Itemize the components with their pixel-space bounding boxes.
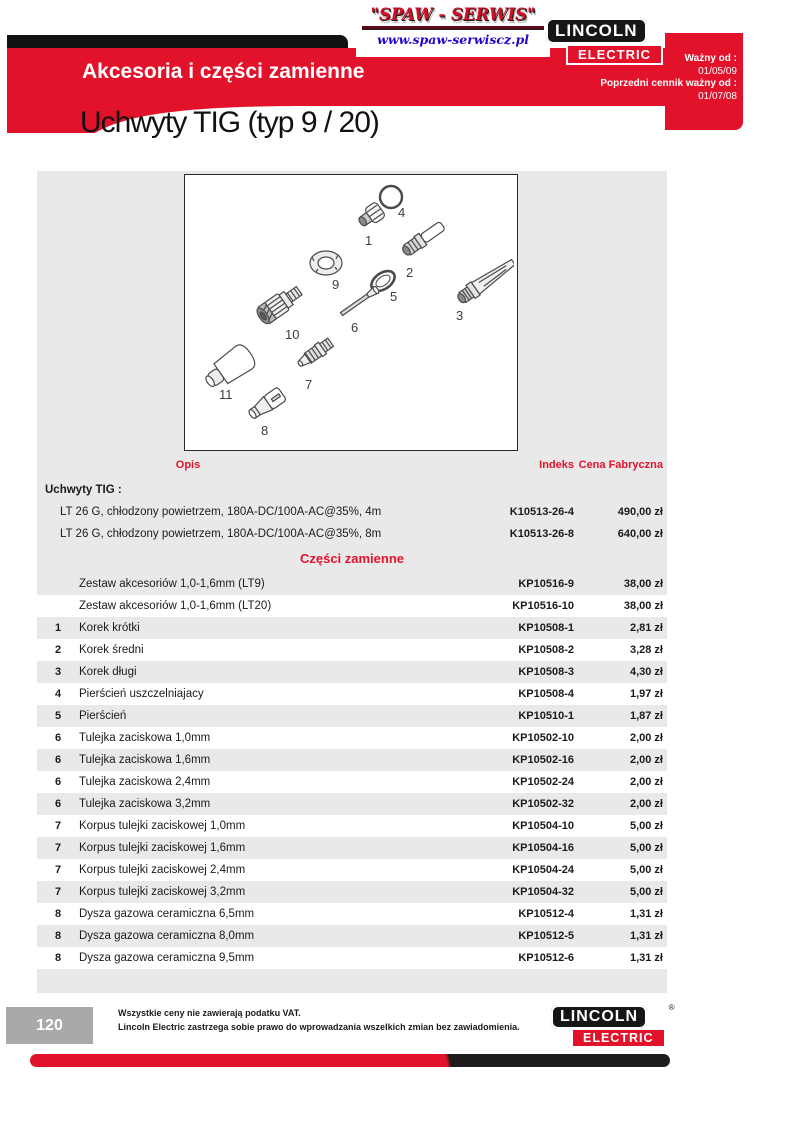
part-price: 1,31 zł	[629, 908, 663, 920]
registered-trademark-icon-footer: ®	[668, 1003, 675, 1012]
diagram-label-2: 2	[406, 265, 414, 280]
part-description: Korpus tulejki zaciskowej 3,2mm	[79, 886, 246, 898]
part-index: KP10508-2	[518, 644, 574, 656]
part-number: 5	[54, 710, 62, 722]
torch-index: K10513-26-4	[509, 506, 574, 518]
table-row	[37, 947, 667, 969]
previous-price-list-label: Poprzedni cennik ważny od :	[600, 78, 737, 89]
part-description: Korek krótki	[79, 622, 140, 634]
part-price: 2,00 zł	[629, 732, 663, 744]
diagram-label-8: 8	[261, 423, 269, 438]
part-price: 1,87 zł	[629, 710, 663, 722]
part-8-gas-nozzle	[246, 387, 287, 422]
part-index: KP10504-32	[512, 886, 574, 898]
part-description: Dysza gazowa ceramiczna 6,5mm	[79, 908, 255, 920]
content-panel	[37, 171, 667, 993]
part-price: 5,00 zł	[629, 886, 663, 898]
part-price: 1,97 zł	[629, 688, 663, 700]
part-index: KP10504-16	[512, 842, 574, 854]
table-header	[37, 459, 667, 479]
part-description: Korpus tulejki zaciskowej 1,0mm	[79, 820, 246, 832]
table-row	[37, 595, 667, 617]
spaw-serwis-url[interactable]: www.spaw-serwiscz.pl	[377, 32, 529, 47]
diagram-label-4: 4	[398, 205, 406, 220]
part-description: Pierścień	[79, 710, 127, 722]
tig-torch-diagram	[185, 175, 514, 447]
lincoln-wordmark: LINCOLN	[546, 18, 647, 44]
footer-notes	[118, 1006, 520, 1034]
torch-rows	[37, 501, 667, 545]
part-number: 7	[54, 842, 62, 854]
part-description: Korpus tulejki zaciskowej 1,6mm	[79, 842, 246, 854]
table-row	[37, 705, 667, 727]
torch-index: K10513-26-8	[509, 528, 574, 540]
part-3-long-cap	[455, 255, 514, 306]
spaw-serwis-logo	[356, 2, 550, 57]
lincoln-wordmark-footer: LINCOLN	[551, 1005, 647, 1029]
part-number: 7	[54, 864, 62, 876]
part-description: Korpus tulejki zaciskowej 2,4mm	[79, 864, 246, 876]
part-number: 2	[54, 644, 62, 656]
part-index: KP10512-4	[518, 908, 574, 920]
part-price: 5,00 zł	[629, 864, 663, 876]
valid-from-label: Ważny od :	[684, 53, 737, 64]
part-number: 8	[54, 930, 62, 942]
table-row	[37, 837, 667, 859]
part-index: KP10512-5	[518, 930, 574, 942]
diagram-label-3: 3	[456, 308, 464, 323]
diagram-label-10: 10	[285, 327, 300, 342]
part-number: 6	[54, 732, 62, 744]
part-description: Tulejka zaciskowa 1,0mm	[79, 732, 211, 744]
part-price: 38,00 zł	[623, 600, 663, 612]
part-description: Korek średni	[79, 644, 144, 656]
table-row	[37, 573, 667, 595]
diagram-label-9: 9	[332, 277, 340, 292]
spaw-serwis-wordmark: "SPAW - SERWIS"	[370, 5, 536, 24]
part-description: Korek długi	[79, 666, 137, 678]
part-number: 7	[54, 886, 62, 898]
part-index: KP10502-32	[512, 798, 574, 810]
electric-wordmark: ELECTRIC	[566, 44, 663, 65]
part-price: 2,00 zł	[629, 776, 663, 788]
part-index: KP10508-4	[518, 688, 574, 700]
previous-price-list-date: 01/07/08	[698, 90, 737, 102]
table-row	[37, 639, 667, 661]
exploded-diagram	[184, 174, 518, 451]
part-description: Dysza gazowa ceramiczna 8,0mm	[79, 930, 255, 942]
footer-accent-bar	[30, 1054, 670, 1067]
footer-note-disclaimer: Lincoln Electric zastrzega sobie prawo do wprowadzania wszelkich zmian bez zawiadomienia.	[118, 1022, 520, 1032]
part-6-collet-pin	[339, 286, 380, 318]
lincoln-electric-logo-footer	[551, 1003, 675, 1048]
part-price: 2,81 zł	[629, 622, 663, 634]
electric-wordmark-footer: ELECTRIC	[571, 1028, 666, 1048]
part-1-short-cap	[355, 201, 386, 230]
part-number: 7	[54, 820, 62, 832]
part-description: Zestaw akcesoriów 1,0-1,6mm (LT20)	[79, 600, 272, 612]
part-description: Pierścień uszczelniajacy	[79, 688, 204, 700]
diagram-label-7: 7	[305, 377, 313, 392]
part-description: Dysza gazowa ceramiczna 9,5mm	[79, 952, 255, 964]
part-price: 1,31 zł	[629, 930, 663, 942]
part-description: Tulejka zaciskowa 3,2mm	[79, 798, 211, 810]
table-row	[37, 661, 667, 683]
part-number: 6	[54, 754, 62, 766]
part-index: KP10504-10	[512, 820, 574, 832]
valid-from-date: 01/05/09	[698, 65, 737, 77]
torch-description: LT 26 G, chłodzony powietrzem, 180A-DC/100A-AC@35%, 8m	[60, 528, 382, 540]
part-description: Tulejka zaciskowa 1,6mm	[79, 754, 211, 766]
footer-note-vat: Wszystkie ceny nie zawierają podatku VAT.	[118, 1008, 301, 1018]
part-price: 2,00 zł	[629, 798, 663, 810]
torch-price: 640,00 zł	[617, 528, 663, 540]
part-description: Zestaw akcesoriów 1,0-1,6mm (LT9)	[79, 578, 265, 590]
part-price: 4,30 zł	[629, 666, 663, 678]
part-number: 1	[54, 622, 62, 634]
part-2-medium-cap	[400, 220, 447, 258]
parts-rows	[37, 573, 667, 969]
table-row	[37, 881, 667, 903]
part-price: 5,00 zł	[629, 820, 663, 832]
table-row	[37, 683, 667, 705]
table-row	[37, 727, 667, 749]
table-row	[37, 617, 667, 639]
diagram-label-11: 11	[219, 387, 233, 402]
table-row	[37, 815, 667, 837]
table-row	[37, 859, 667, 881]
part-index: KP10504-24	[512, 864, 574, 876]
price-table	[37, 459, 667, 969]
column-header-index: Indeks	[539, 459, 574, 471]
section-header: Akcesoria i części zamienne	[82, 60, 365, 83]
part-index: KP10502-10	[512, 732, 574, 744]
group-title-torches: Uchwyty TIG :	[45, 484, 122, 496]
table-row	[37, 793, 667, 815]
lincoln-electric-logo	[546, 16, 672, 65]
part-number: 3	[54, 666, 62, 678]
table-row	[37, 903, 667, 925]
part-index: KP10508-1	[518, 622, 574, 634]
part-9-ring-nut	[310, 251, 342, 275]
part-index: KP10510-1	[518, 710, 574, 722]
part-number: 6	[54, 798, 62, 810]
part-index: KP10516-10	[512, 600, 574, 612]
column-header-price: Cena Fabryczna	[578, 459, 663, 471]
diagram-label-5: 5	[390, 289, 398, 304]
column-header-description: Opis	[175, 459, 201, 471]
diagram-label-1: 1	[365, 233, 373, 248]
part-number: 8	[54, 908, 62, 920]
spaw-logo-rule	[362, 26, 544, 30]
part-price: 3,28 zł	[629, 644, 663, 656]
part-index: KP10502-16	[512, 754, 574, 766]
header-black-strip	[7, 35, 348, 48]
part-price: 5,00 zł	[629, 842, 663, 854]
diagram-label-6: 6	[351, 320, 359, 335]
torch-price: 490,00 zł	[617, 506, 663, 518]
group-title-spare-parts: Części zamienne	[299, 550, 405, 566]
part-number: 4	[54, 688, 62, 700]
part-index: KP10512-6	[518, 952, 574, 964]
table-row	[37, 925, 667, 947]
part-description: Tulejka zaciskowa 2,4mm	[79, 776, 211, 788]
page-title: Uchwyty TIG (typ 9 / 20)	[80, 106, 379, 139]
part-number: 8	[54, 952, 62, 964]
part-index: KP10502-24	[512, 776, 574, 788]
part-10-torch-body	[254, 282, 305, 326]
table-row	[37, 501, 667, 523]
page-number-badge: 120	[6, 1007, 93, 1044]
table-row	[37, 523, 667, 545]
table-row	[37, 771, 667, 793]
torch-description: LT 26 G, chłodzony powietrzem, 180A-DC/100A-AC@35%, 4m	[60, 506, 382, 518]
registered-trademark-icon: ®	[666, 16, 672, 25]
part-price: 2,00 zł	[629, 754, 663, 766]
part-7-collet-body	[295, 337, 335, 371]
part-index: KP10516-9	[518, 578, 574, 590]
part-price: 1,31 zł	[629, 952, 663, 964]
part-number: 6	[54, 776, 62, 788]
table-row	[37, 749, 667, 771]
part-index: KP10508-3	[518, 666, 574, 678]
part-price: 38,00 zł	[623, 578, 663, 590]
